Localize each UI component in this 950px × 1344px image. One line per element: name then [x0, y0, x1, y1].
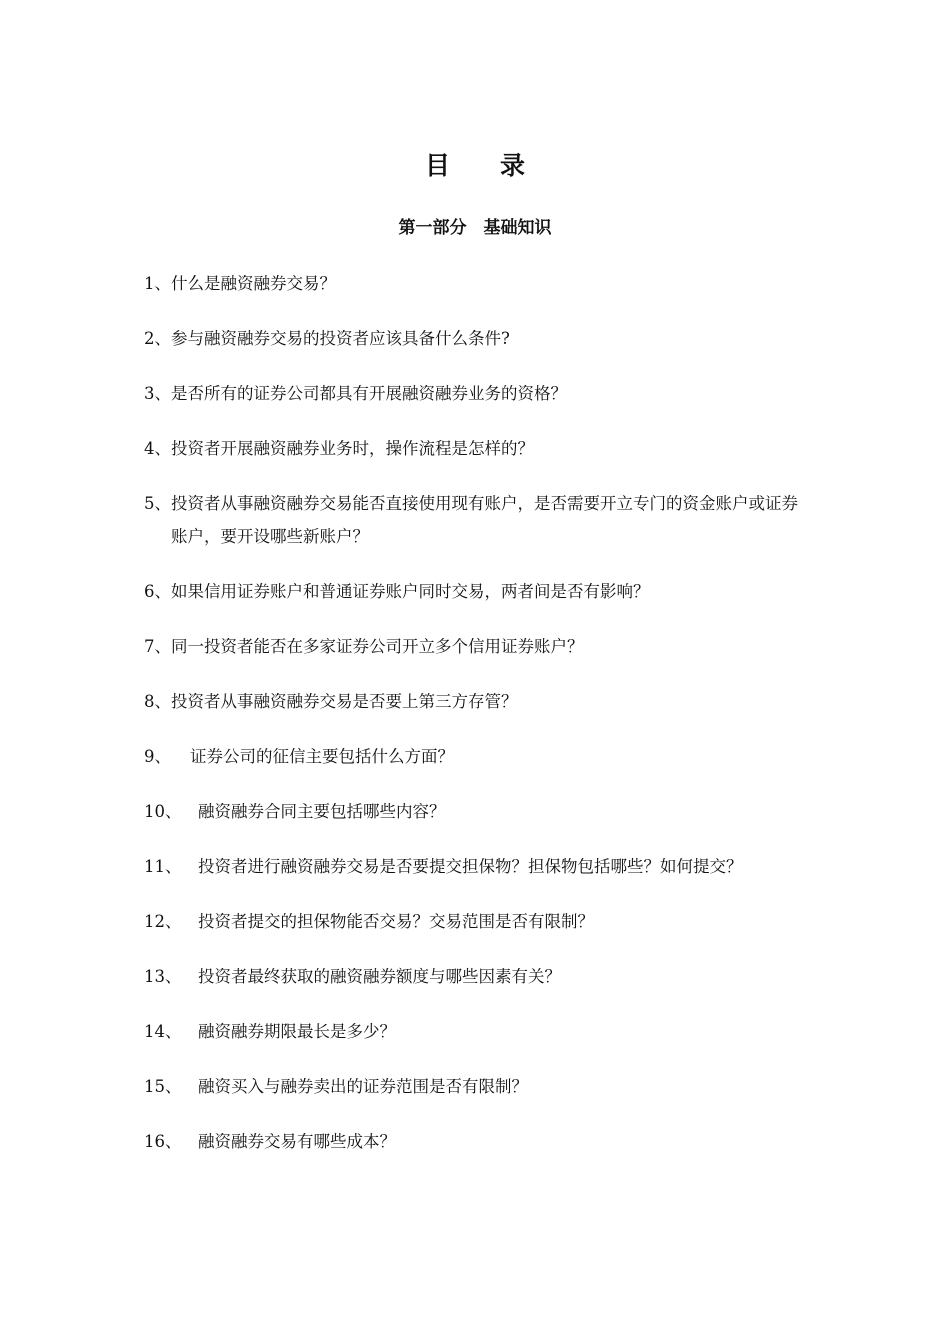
toc-item: [144, 850, 804, 883]
toc-item-number: 5、: [144, 494, 171, 513]
toc-item: [144, 685, 804, 718]
toc-item-number: 4、: [144, 439, 171, 458]
toc-item: [144, 1070, 804, 1103]
toc-item: [144, 630, 804, 663]
toc-item-text: 证券公司的征信主要包括什么方面？: [190, 747, 454, 766]
toc-item-number: 10、: [144, 802, 182, 821]
toc-item-text: 投资者最终获取的融资融券额度与哪些因素有关？: [198, 967, 561, 986]
toc-item-number: 1、: [144, 274, 171, 293]
toc-item: [144, 1125, 804, 1158]
toc-item: [144, 1015, 804, 1048]
toc-item-number: 11、: [144, 857, 182, 876]
toc-item-number: 9、: [144, 747, 171, 766]
section-title: 第一部分 基础知识: [398, 218, 552, 238]
toc-title: 目录: [424, 151, 575, 180]
toc-item-number: 7、: [144, 637, 171, 656]
toc-item-number: 12、: [144, 912, 182, 931]
toc-item-text: 投资者提交的担保物能否交易？交易范围是否有限制？: [198, 912, 594, 931]
toc-item-text: 投资者进行融资融券交易是否要提交担保物？担保物包括哪些？如何提交？: [198, 857, 743, 876]
toc-item-text: 融资融券期限最长是多少？: [198, 1022, 396, 1041]
toc-item: [144, 905, 804, 938]
toc-item-number: 14、: [144, 1022, 182, 1041]
toc-item-number: 6、: [144, 582, 171, 601]
toc-list: [144, 267, 804, 1180]
toc-item-text: 什么是融资融券交易？: [171, 274, 336, 293]
toc-item-text: 投资者从事融资融券交易是否要上第三方存管？: [171, 692, 518, 711]
toc-item-text: 投资者开展融资融券业务时，操作流程是怎样的？: [171, 439, 534, 458]
toc-item-number: 13、: [144, 967, 182, 986]
toc-item: [144, 740, 804, 773]
toc-item: [144, 322, 804, 355]
toc-item: [144, 960, 804, 993]
toc-item-text: 投资者从事融资融券交易能否直接使用现有账户，是否需要开立专门的资金账户或证券账户，要开设哪些新账户？: [171, 494, 798, 546]
toc-item-text: 参与融资融券交易的投资者应该具备什么条件?: [171, 329, 510, 348]
toc-item: [144, 267, 804, 300]
toc-item: [144, 575, 804, 608]
toc-item-text: 融资融券交易有哪些成本？: [198, 1132, 396, 1151]
toc-item-text: 同一投资者能否在多家证券公司开立多个信用证券账户？: [171, 637, 584, 656]
toc-item-number: 2、: [144, 329, 171, 348]
toc-item-text: 如果信用证券账户和普通证券账户同时交易，两者间是否有影响？: [171, 582, 650, 601]
toc-item-text: 融资融券合同主要包括哪些内容？: [198, 802, 446, 821]
toc-item-number: 8、: [144, 692, 171, 711]
toc-item-text: 融资买入与融券卖出的证券范围是否有限制？: [198, 1077, 528, 1096]
toc-item: [144, 795, 804, 828]
toc-item-number: 16、: [144, 1132, 182, 1151]
toc-item: [144, 487, 804, 553]
toc-item: [144, 377, 804, 410]
toc-item-number: 15、: [144, 1077, 182, 1096]
toc-item-text: 是否所有的证券公司都具有开展融资融券业务的资格？: [171, 384, 567, 403]
toc-item: [144, 432, 804, 465]
toc-item-number: 3、: [144, 384, 171, 403]
